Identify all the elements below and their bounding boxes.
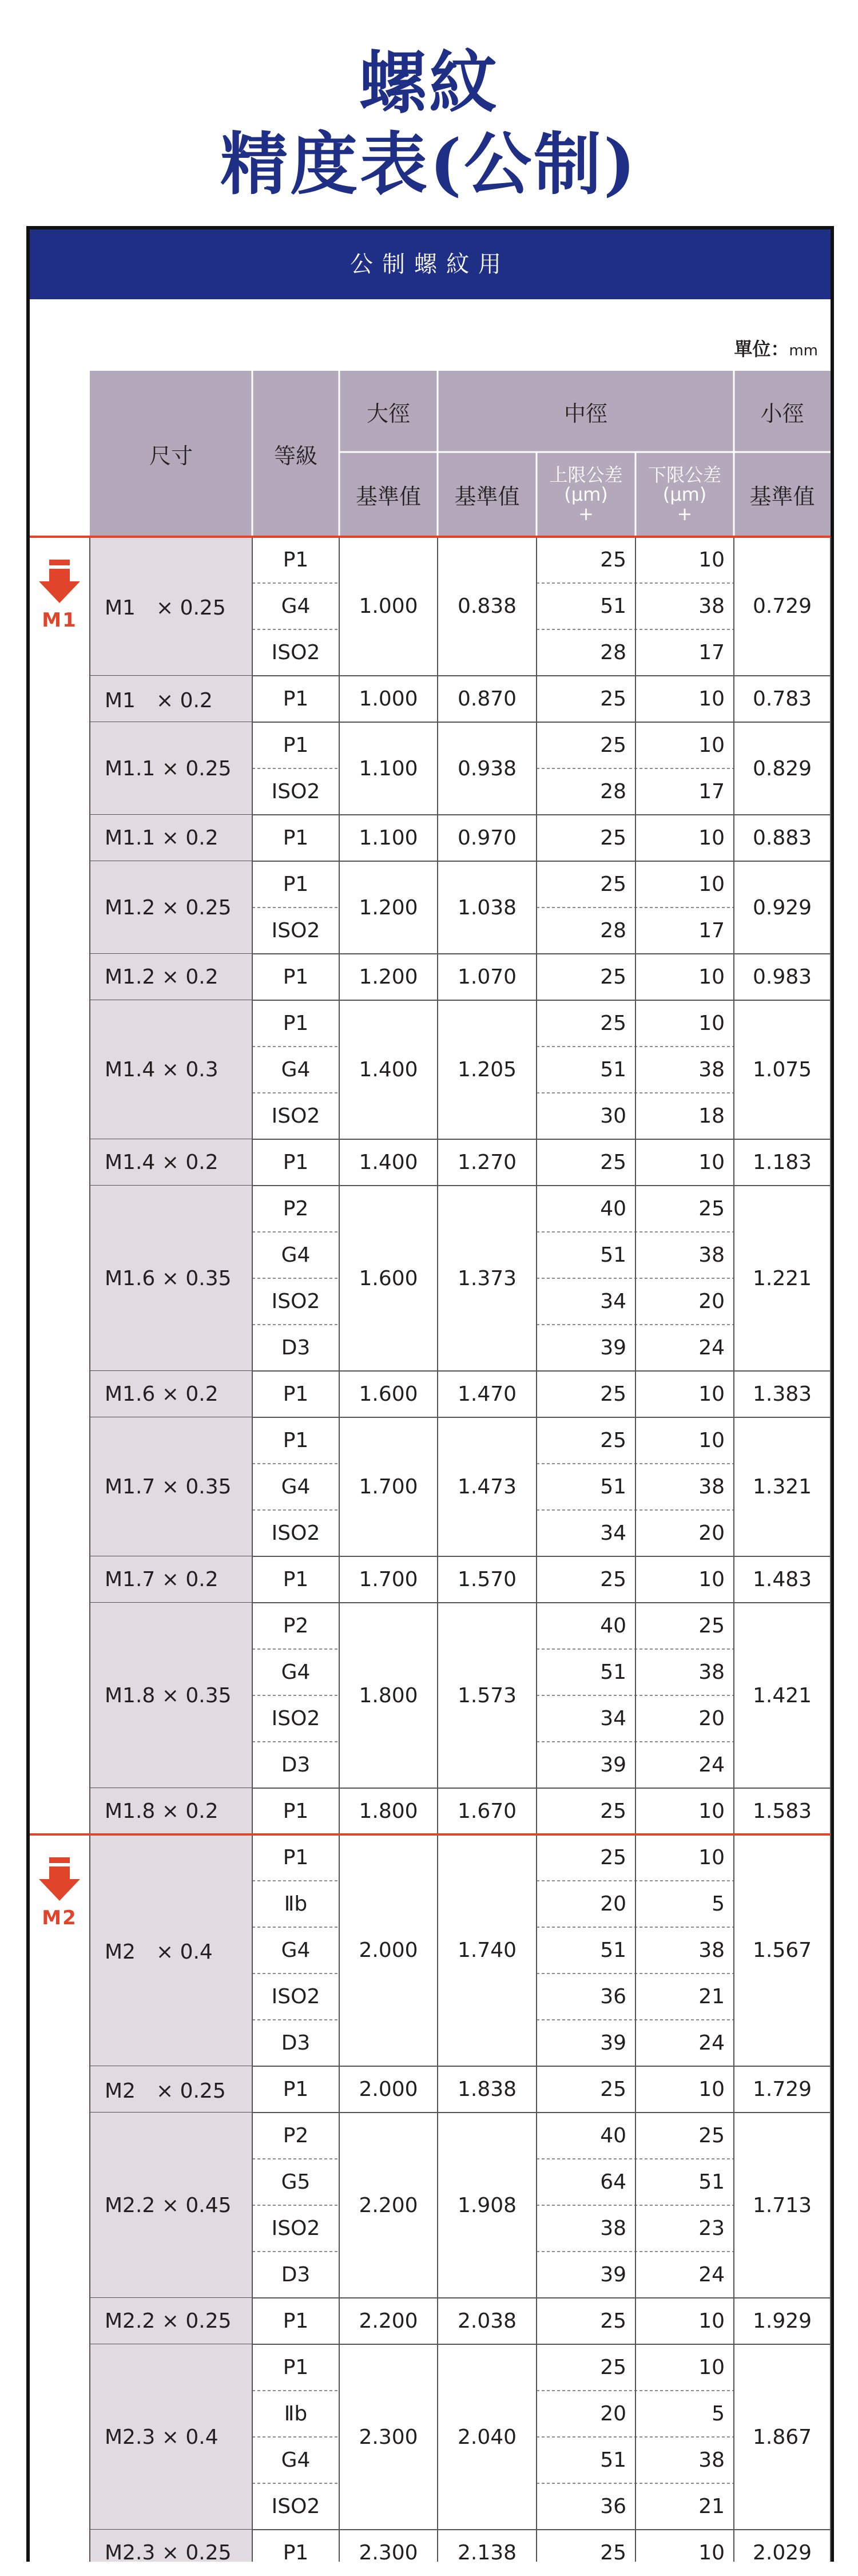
- upper-tolerance-cell: 34: [600, 1290, 626, 1313]
- pitch-basic-cell: 1.908: [457, 2193, 517, 2217]
- pitch-basic-cell: 1.038: [457, 895, 517, 920]
- grade-cell: P1: [283, 1846, 309, 1869]
- upper-tolerance-cell: 25: [600, 965, 626, 989]
- size-cell: M1.8 × 0.35: [105, 1683, 232, 1707]
- pitch-basic-cell: 1.205: [457, 1058, 517, 1081]
- grade-cell: Ⅱb: [284, 2402, 308, 2426]
- upper-tolerance-cell: 51: [600, 595, 626, 618]
- minor-basic-cell: 2.029: [752, 2541, 812, 2565]
- upper-tolerance-cell: 64: [600, 2170, 626, 2194]
- grade-cell: G4: [281, 1475, 311, 1499]
- grade-cell: P1: [283, 873, 309, 896]
- lower-tolerance-cell: 24: [698, 1753, 725, 1777]
- grade-cell: D3: [281, 2031, 311, 2055]
- upper-tolerance-cell: 40: [600, 1614, 626, 1638]
- upper-tolerance-cell: 25: [600, 734, 626, 757]
- upper-tolerance-cell: 40: [600, 2124, 626, 2147]
- grade-cell: P2: [283, 1197, 309, 1220]
- major-basic-cell: 1.700: [359, 1568, 418, 1591]
- lower-tolerance-cell: 38: [698, 1660, 725, 1684]
- grade-cell: P1: [283, 1151, 309, 1174]
- major-basic-cell: 1.600: [359, 1266, 418, 1290]
- grade-cell: P1: [283, 1012, 309, 1035]
- minor-basic-cell: 1.483: [752, 1568, 812, 1591]
- upper-tolerance-cell: 39: [600, 2031, 626, 2055]
- major-basic-cell: 1.100: [359, 756, 418, 780]
- lower-tolerance-cell: 10: [698, 1800, 725, 1823]
- pitch-basic-cell: 1.838: [457, 2078, 517, 2101]
- lower-tolerance-cell: 25: [698, 1197, 725, 1220]
- minor-basic-cell: 1.583: [752, 1800, 812, 1823]
- size-cell: M1.4 × 0.2: [105, 1151, 219, 1174]
- upper-tolerance-cell: 25: [600, 2541, 626, 2565]
- lower-tolerance-cell: 17: [698, 641, 725, 664]
- lower-tolerance-cell: 23: [698, 2217, 725, 2240]
- grade-cell: Ⅱb: [284, 1892, 308, 1916]
- size-cell: M1.2 × 0.2: [105, 965, 219, 989]
- lower-tolerance-cell: 10: [698, 1568, 725, 1591]
- grade-cell: G4: [281, 595, 311, 618]
- grade-cell: P1: [283, 1382, 309, 1406]
- grade-cell: P1: [283, 687, 309, 711]
- header-major-basic: 基準值: [355, 484, 421, 509]
- grade-cell: ISO2: [271, 641, 320, 664]
- lower-tolerance-cell: 38: [698, 1058, 725, 1081]
- lower-tolerance-cell: 10: [698, 1846, 725, 1869]
- pitch-basic-cell: 1.070: [457, 965, 517, 989]
- header-upper-tolerance: [537, 452, 635, 537]
- upper-tolerance-cell: 36: [600, 2495, 626, 2518]
- major-basic-cell: 1.200: [359, 965, 418, 989]
- size-cell: M1.4 × 0.3: [105, 1058, 219, 1081]
- major-basic-cell: 1.000: [359, 687, 418, 711]
- down-arrow-icon: [37, 560, 82, 603]
- grade-cell: G4: [281, 2448, 311, 2472]
- header-lower-line: (μm): [662, 484, 707, 505]
- major-basic-cell: 1.400: [359, 1058, 418, 1081]
- upper-tolerance-cell: 51: [600, 1660, 626, 1684]
- size-cell: M2.2 × 0.45: [105, 2193, 232, 2217]
- grade-cell: ISO2: [271, 1104, 320, 1128]
- minor-basic-cell: 0.783: [752, 687, 812, 711]
- pitch-basic-cell: 1.270: [457, 1151, 517, 1174]
- section-marker: [37, 560, 82, 632]
- header-minor-diameter: 小徑: [760, 401, 804, 426]
- lower-tolerance-cell: 18: [698, 1104, 725, 1128]
- minor-basic-cell: 0.729: [752, 595, 812, 618]
- minor-basic-cell: 1.729: [752, 2078, 812, 2101]
- grade-cell: P1: [283, 734, 309, 757]
- grade-cell: ISO2: [271, 2495, 320, 2518]
- upper-tolerance-cell: 20: [600, 1892, 626, 1916]
- size-cell: M1.6 × 0.2: [105, 1382, 219, 1406]
- grade-cell: P1: [283, 1429, 309, 1452]
- lower-tolerance-cell: 24: [698, 2031, 725, 2055]
- size-cell: M1.6 × 0.35: [105, 1266, 232, 1290]
- lower-tolerance-cell: 24: [698, 2263, 725, 2286]
- lower-tolerance-cell: 10: [698, 826, 725, 850]
- lower-tolerance-cell: 20: [698, 1707, 725, 1730]
- size-cell: M2.2 × 0.25: [105, 2309, 232, 2333]
- upper-tolerance-cell: 25: [600, 1846, 626, 1869]
- lower-tolerance-cell: 21: [698, 2495, 725, 2518]
- header-upper-line: (μm): [564, 484, 608, 505]
- upper-tolerance-cell: 25: [600, 1012, 626, 1035]
- grade-cell: G4: [281, 1243, 311, 1267]
- grade-cell: P2: [283, 2124, 309, 2147]
- upper-tolerance-cell: 51: [600, 2448, 626, 2472]
- major-basic-cell: 1.600: [359, 1382, 418, 1406]
- lower-tolerance-cell: 5: [712, 1892, 725, 1916]
- major-basic-cell: 1.800: [359, 1800, 418, 1823]
- lower-tolerance-cell: 10: [698, 687, 725, 711]
- upper-tolerance-cell: 39: [600, 1753, 626, 1777]
- upper-tolerance-cell: 25: [600, 2356, 626, 2379]
- lower-tolerance-cell: 10: [698, 2309, 725, 2333]
- grade-cell: P1: [283, 826, 309, 850]
- upper-tolerance-cell: 51: [600, 1475, 626, 1499]
- header-pitch-diameter: 中徑: [563, 401, 607, 426]
- grade-cell: P1: [283, 965, 309, 989]
- upper-tolerance-cell: 25: [600, 826, 626, 850]
- pitch-basic-cell: 2.138: [457, 2541, 517, 2565]
- upper-tolerance-cell: 51: [600, 1939, 626, 1962]
- minor-basic-cell: 0.829: [752, 756, 812, 780]
- lower-tolerance-cell: 10: [698, 965, 725, 989]
- minor-basic-cell: 1.183: [752, 1151, 812, 1174]
- upper-tolerance-cell: 30: [600, 1104, 626, 1128]
- major-basic-cell: 1.400: [359, 1151, 418, 1174]
- size-cell: M1 × 0.2: [105, 689, 213, 712]
- grade-cell: D3: [281, 1336, 311, 1360]
- grade-cell: ISO2: [271, 1290, 320, 1313]
- lower-tolerance-cell: 10: [698, 1012, 725, 1035]
- grade-cell: G4: [281, 1660, 311, 1684]
- upper-tolerance-cell: 51: [600, 1058, 626, 1081]
- grade-cell: P1: [283, 548, 309, 572]
- unit-label: 單位：: [734, 338, 789, 360]
- lower-tolerance-cell: 25: [698, 2124, 725, 2147]
- upper-tolerance-cell: 25: [600, 2309, 626, 2333]
- upper-tolerance-cell: 25: [600, 687, 626, 711]
- header-lower-line: +: [677, 503, 693, 525]
- major-basic-cell: 2.200: [359, 2309, 418, 2333]
- header-minor-basic: 基準值: [749, 484, 815, 509]
- pitch-basic-cell: 1.570: [457, 1568, 517, 1591]
- pitch-basic-cell: 1.573: [457, 1683, 517, 1707]
- grade-cell: P1: [283, 2309, 309, 2333]
- lower-tolerance-cell: 17: [698, 919, 725, 942]
- upper-tolerance-cell: 25: [600, 1382, 626, 1406]
- major-basic-cell: 1.000: [359, 595, 418, 618]
- minor-basic-cell: 1.383: [752, 1382, 812, 1406]
- upper-tolerance-cell: 25: [600, 1429, 626, 1452]
- grade-cell: ISO2: [271, 919, 320, 942]
- size-cell: M1.2 × 0.25: [105, 895, 232, 920]
- lower-tolerance-cell: 38: [698, 1475, 725, 1499]
- pitch-basic-cell: 1.473: [457, 1475, 517, 1499]
- upper-tolerance-cell: 38: [600, 2217, 626, 2240]
- lower-tolerance-cell: 10: [698, 1429, 725, 1452]
- upper-tolerance-cell: 40: [600, 1197, 626, 1220]
- major-basic-cell: 1.100: [359, 826, 418, 850]
- lower-tolerance-cell: 10: [698, 2541, 725, 2565]
- lower-tolerance-cell: 38: [698, 595, 725, 618]
- upper-tolerance-cell: 25: [600, 1568, 626, 1591]
- upper-tolerance-cell: 25: [600, 1800, 626, 1823]
- lower-tolerance-cell: 25: [698, 1614, 725, 1638]
- upper-tolerance-cell: 34: [600, 1707, 626, 1730]
- grade-cell: P2: [283, 1614, 309, 1638]
- minor-basic-cell: 1.075: [752, 1058, 812, 1081]
- size-cell: M2.3 × 0.4: [105, 2425, 219, 2449]
- minor-basic-cell: 1.321: [752, 1475, 812, 1499]
- pitch-basic-cell: 2.040: [457, 2425, 517, 2449]
- down-arrow-icon: [37, 1857, 82, 1901]
- minor-basic-cell: 1.867: [752, 2425, 812, 2449]
- section-marker: [37, 1857, 82, 1929]
- minor-basic-cell: 1.221: [752, 1266, 812, 1290]
- size-cell: M1.1 × 0.25: [105, 756, 232, 780]
- grade-cell: G4: [281, 1939, 311, 1962]
- major-basic-cell: 2.300: [359, 2541, 418, 2565]
- minor-basic-cell: 1.567: [752, 1939, 812, 1962]
- header-major-diameter: 大徑: [366, 401, 410, 426]
- lower-tolerance-cell: 21: [698, 1985, 725, 2008]
- minor-basic-cell: 0.983: [752, 965, 812, 989]
- major-basic-cell: 2.000: [359, 1939, 418, 1962]
- major-basic-cell: 2.000: [359, 2078, 418, 2101]
- lower-tolerance-cell: 38: [698, 1243, 725, 1267]
- grade-cell: D3: [281, 2263, 311, 2286]
- upper-tolerance-cell: 39: [600, 1336, 626, 1360]
- grade-cell: P1: [283, 2078, 309, 2101]
- section-marker-label: M1: [42, 609, 77, 632]
- grade-cell: ISO2: [271, 1521, 320, 1545]
- major-basic-cell: 1.800: [359, 1683, 418, 1707]
- pitch-basic-cell: 1.740: [457, 1939, 517, 1962]
- minor-basic-cell: 1.929: [752, 2309, 812, 2333]
- lower-tolerance-cell: 51: [698, 2170, 725, 2194]
- upper-tolerance-cell: 25: [600, 1151, 626, 1174]
- grade-cell: P1: [283, 2541, 309, 2565]
- pitch-basic-cell: 1.470: [457, 1382, 517, 1406]
- lower-tolerance-cell: 10: [698, 548, 725, 572]
- pitch-basic-cell: 0.970: [457, 826, 517, 850]
- size-cell: M1.7 × 0.2: [105, 1568, 219, 1591]
- upper-tolerance-cell: 34: [600, 1521, 626, 1545]
- lower-tolerance-cell: 38: [698, 1939, 725, 1962]
- upper-tolerance-cell: 25: [600, 873, 626, 896]
- pitch-basic-cell: 1.373: [457, 1266, 517, 1290]
- size-cell: M1.1 × 0.2: [105, 826, 219, 850]
- page-title-line1: 螺紋: [359, 43, 499, 122]
- upper-tolerance-cell: 28: [600, 919, 626, 942]
- header-grade: 等級: [273, 443, 317, 469]
- size-cell: M2.3 × 0.25: [105, 2541, 232, 2565]
- header-upper-line: +: [578, 503, 594, 525]
- major-basic-cell: 2.200: [359, 2193, 418, 2217]
- grade-cell: ISO2: [271, 1707, 320, 1730]
- lower-tolerance-cell: 20: [698, 1521, 725, 1545]
- minor-basic-cell: 1.421: [752, 1683, 812, 1707]
- header-size: 尺寸: [149, 443, 193, 469]
- pitch-basic-cell: 0.870: [457, 687, 517, 711]
- lower-tolerance-cell: 10: [698, 2078, 725, 2101]
- lower-tolerance-cell: 10: [698, 1382, 725, 1406]
- lower-tolerance-cell: 10: [698, 734, 725, 757]
- header-lower-line: 下限公差: [648, 464, 721, 486]
- section-banner: 公制螺紋用: [30, 229, 831, 299]
- minor-basic-cell: 0.929: [752, 895, 812, 920]
- grade-cell: P1: [283, 2356, 309, 2379]
- size-cell: M1 × 0.25: [105, 596, 226, 620]
- pitch-basic-cell: 2.038: [457, 2309, 517, 2333]
- page-title-line2: 精度表(公制): [220, 124, 638, 204]
- upper-tolerance-cell: 20: [600, 2402, 626, 2426]
- lower-tolerance-cell: 10: [698, 2356, 725, 2379]
- pitch-basic-cell: 1.670: [457, 1800, 517, 1823]
- header-lower-tolerance: [635, 452, 734, 537]
- minor-basic-cell: 1.713: [752, 2193, 812, 2217]
- minor-basic-cell: 0.883: [752, 826, 812, 850]
- upper-tolerance-cell: 28: [600, 780, 626, 803]
- header-upper-line: 上限公差: [549, 464, 623, 486]
- pitch-basic-cell: 0.838: [457, 595, 517, 618]
- lower-tolerance-cell: 10: [698, 873, 725, 896]
- upper-tolerance-cell: 28: [600, 641, 626, 664]
- grade-cell: ISO2: [271, 2217, 320, 2240]
- lower-tolerance-cell: 17: [698, 780, 725, 803]
- major-basic-cell: 2.300: [359, 2425, 418, 2449]
- upper-tolerance-cell: 25: [600, 548, 626, 572]
- header-pitch-basic: 基準值: [454, 484, 520, 509]
- grade-cell: ISO2: [271, 1985, 320, 2008]
- grade-cell: D3: [281, 1753, 311, 1777]
- size-cell: M1.7 × 0.35: [105, 1475, 232, 1499]
- major-basic-cell: 1.700: [359, 1475, 418, 1499]
- upper-tolerance-cell: 39: [600, 2263, 626, 2286]
- lower-tolerance-cell: 20: [698, 1290, 725, 1313]
- unit-value: mm: [789, 342, 818, 359]
- section-marker-label: M2: [42, 1907, 77, 1929]
- grade-cell: ISO2: [271, 780, 320, 803]
- size-cell: M1.8 × 0.2: [105, 1800, 219, 1823]
- lower-tolerance-cell: 38: [698, 2448, 725, 2472]
- grade-cell: G4: [281, 1058, 311, 1081]
- lower-tolerance-cell: 24: [698, 1336, 725, 1360]
- size-cell: M2 × 0.25: [105, 2079, 226, 2103]
- pitch-basic-cell: 0.938: [457, 756, 517, 780]
- upper-tolerance-cell: 36: [600, 1985, 626, 2008]
- lower-tolerance-cell: 10: [698, 1151, 725, 1174]
- grade-cell: G5: [281, 2170, 311, 2194]
- upper-tolerance-cell: 25: [600, 2078, 626, 2101]
- lower-tolerance-cell: 5: [712, 2402, 725, 2426]
- size-cell: M2 × 0.4: [105, 1940, 213, 1964]
- major-basic-cell: 1.200: [359, 895, 418, 920]
- grade-cell: P1: [283, 1568, 309, 1591]
- grade-cell: P1: [283, 1800, 309, 1823]
- upper-tolerance-cell: 51: [600, 1243, 626, 1267]
